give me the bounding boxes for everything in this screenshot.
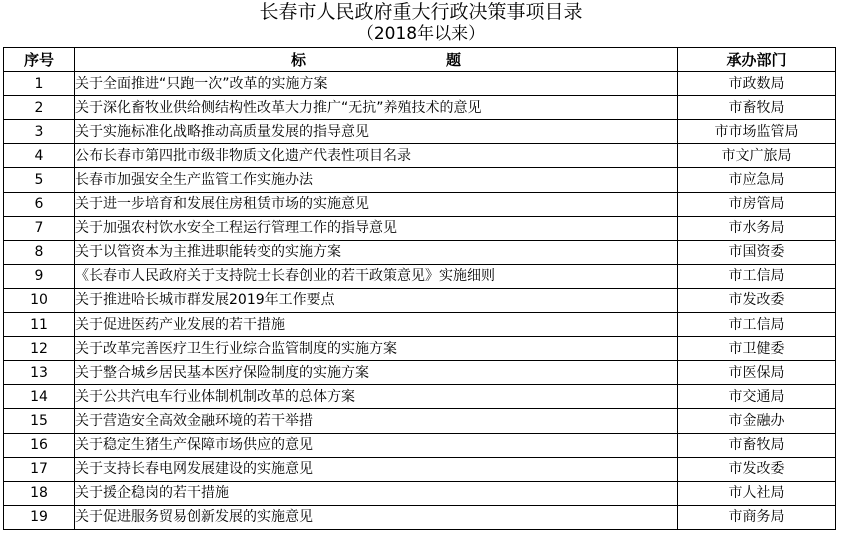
row-department: 市市场监管局 xyxy=(678,120,836,144)
table-row xyxy=(4,144,836,168)
row-title: 长春市加强安全生产监管工作实施办法 xyxy=(75,168,678,192)
row-number: 11 xyxy=(4,313,75,337)
row-department: 市畜牧局 xyxy=(678,433,836,457)
row-department: 市工信局 xyxy=(678,313,836,337)
table-row xyxy=(4,120,836,144)
table-row xyxy=(4,409,836,433)
row-department: 市水务局 xyxy=(678,216,836,240)
decision-items-table xyxy=(3,47,836,530)
table-row xyxy=(4,216,836,240)
row-title: 关于进一步培育和发展住房租赁市场的实施意见 xyxy=(75,192,678,216)
table-row xyxy=(4,457,836,481)
column-header-dept: 承办部门 xyxy=(678,48,836,72)
row-department: 市畜牧局 xyxy=(678,96,836,120)
row-department: 市应急局 xyxy=(678,168,836,192)
row-title: 关于深化畜牧业供给侧结构性改革大力推广“无抗”养殖技术的意见 xyxy=(75,96,678,120)
document-title: 长春市人民政府重大行政决策事项目录 xyxy=(259,1,583,23)
row-department: 市政数局 xyxy=(678,72,836,96)
row-number: 12 xyxy=(4,337,75,361)
table-row xyxy=(4,505,836,529)
row-title: 关于实施标准化战略推动高质量发展的指导意见 xyxy=(75,120,678,144)
table-row xyxy=(4,433,836,457)
row-department: 市房管局 xyxy=(678,192,836,216)
row-number: 8 xyxy=(4,240,75,264)
row-number: 16 xyxy=(4,433,75,457)
row-title: 关于促进医药产业发展的若干措施 xyxy=(75,313,678,337)
row-number: 6 xyxy=(4,192,75,216)
row-number: 3 xyxy=(4,120,75,144)
row-number: 17 xyxy=(4,457,75,481)
row-title: 关于支持长春电网发展建设的实施意见 xyxy=(75,457,678,481)
table-row xyxy=(4,96,836,120)
row-number: 1 xyxy=(4,72,75,96)
document-subtitle: （2018年以来） xyxy=(356,24,486,44)
table-row xyxy=(4,240,836,264)
row-number: 10 xyxy=(4,288,75,312)
column-header-no: 序号 xyxy=(4,48,75,72)
row-department: 市发改委 xyxy=(678,457,836,481)
row-number: 15 xyxy=(4,409,75,433)
row-title: 关于整合城乡居民基本医疗保险制度的实施方案 xyxy=(75,361,678,385)
row-title: 公布长春市第四批市级非物质文化遗产代表性项目名录 xyxy=(75,144,678,168)
row-number: 2 xyxy=(4,96,75,120)
row-department: 市文广旅局 xyxy=(678,144,836,168)
row-title: 关于以管资本为主推进职能转变的实施方案 xyxy=(75,240,678,264)
row-department: 市工信局 xyxy=(678,264,836,288)
row-title: 关于加强农村饮水安全工程运行管理工作的指导意见 xyxy=(75,216,678,240)
table-row xyxy=(4,385,836,409)
row-number: 18 xyxy=(4,481,75,505)
row-department: 市金融办 xyxy=(678,409,836,433)
row-department: 市交通局 xyxy=(678,385,836,409)
row-department: 市卫健委 xyxy=(678,337,836,361)
table-row xyxy=(4,481,836,505)
row-title: 关于援企稳岗的若干措施 xyxy=(75,481,678,505)
row-department: 市发改委 xyxy=(678,288,836,312)
table-row xyxy=(4,168,836,192)
row-number: 14 xyxy=(4,385,75,409)
row-number: 9 xyxy=(4,264,75,288)
row-title: 关于营造安全高效金融环境的若干举措 xyxy=(75,409,678,433)
table-row xyxy=(4,361,836,385)
row-title: 关于改革完善医疗卫生行业综合监管制度的实施方案 xyxy=(75,337,678,361)
table-row xyxy=(4,288,836,312)
table-row xyxy=(4,337,836,361)
row-title: 关于促进服务贸易创新发展的实施意见 xyxy=(75,505,678,529)
row-number: 7 xyxy=(4,216,75,240)
column-header-title xyxy=(75,48,678,72)
row-department: 市医保局 xyxy=(678,361,836,385)
table-row xyxy=(4,192,836,216)
row-number: 13 xyxy=(4,361,75,385)
table-row xyxy=(4,72,836,96)
row-department: 市商务局 xyxy=(678,505,836,529)
row-number: 19 xyxy=(4,505,75,529)
row-department: 市国资委 xyxy=(678,240,836,264)
table-header-row xyxy=(4,48,836,72)
row-department: 市人社局 xyxy=(678,481,836,505)
row-number: 5 xyxy=(4,168,75,192)
table-body xyxy=(4,72,836,530)
table-row xyxy=(4,264,836,288)
column-header-title-label: 标题 xyxy=(290,50,601,69)
row-title: 关于公共汽电车行业体制机制改革的总体方案 xyxy=(75,385,678,409)
row-number: 4 xyxy=(4,144,75,168)
row-title: 关于全面推进“只跑一次”改革的实施方案 xyxy=(75,72,678,96)
table-row xyxy=(4,313,836,337)
row-title: 《长春市人民政府关于支持院士长春创业的若干政策意见》实施细则 xyxy=(75,264,678,288)
row-title: 关于稳定生猪生产保障市场供应的意见 xyxy=(75,433,678,457)
row-title: 关于推进哈长城市群发展2019年工作要点 xyxy=(75,288,678,312)
